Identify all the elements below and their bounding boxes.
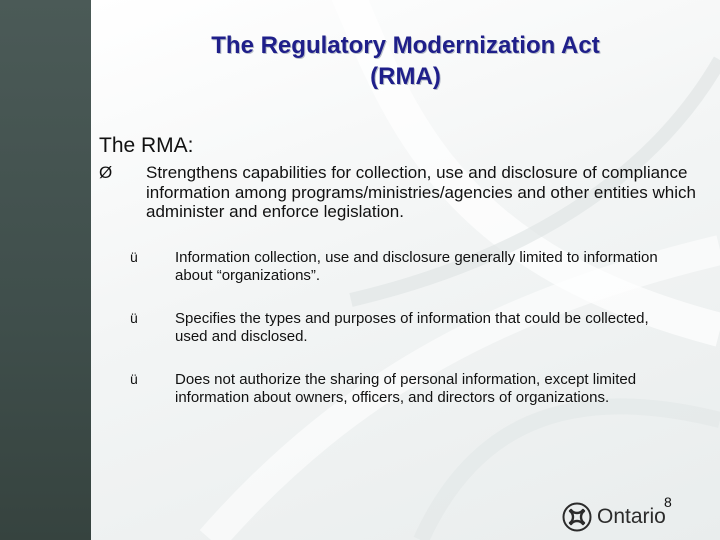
main-bullet-text: Strengthens capabilities for collection, use and disclosure of compliance information among programs/ministries/agencies and other entities which administer and enforce legislation.: [146, 163, 696, 221]
sub-bullet-item: [130, 310, 690, 371]
intro-heading: The RMA:: [99, 134, 194, 157]
sub-bullet-text: Information collection, use and disclosure generally limited to information about “organizations”.: [175, 249, 658, 284]
sub-bullet-item: [130, 371, 690, 432]
page-number: 8: [664, 494, 672, 510]
slide-title-line-2: (RMA): [370, 63, 441, 90]
arrow-bullet-icon: Ø: [99, 163, 113, 182]
sub-bullet-text: Specifies the types and purposes of information that could be collected, used and disclosed.: [175, 310, 649, 345]
sub-bullet-text: Does not authorize the sharing of personal information, except limited information about owners, officers, and directors of organizations.: [175, 371, 637, 406]
check-bullet-icon: ü: [130, 249, 138, 265]
ontario-logo-text: Ontario: [597, 505, 666, 528]
ontario-trillium-icon: [562, 502, 592, 532]
check-bullet-icon: ü: [130, 310, 138, 326]
left-sidebar-band: [0, 0, 91, 540]
ontario-logo: [562, 500, 666, 534]
sub-bullet-item: [130, 249, 690, 310]
slide-title-line-1: The Regulatory Modernization Act: [211, 32, 600, 59]
slide-title: [91, 30, 720, 92]
sub-bullet-list: [130, 249, 690, 432]
check-bullet-icon: ü: [130, 371, 138, 387]
